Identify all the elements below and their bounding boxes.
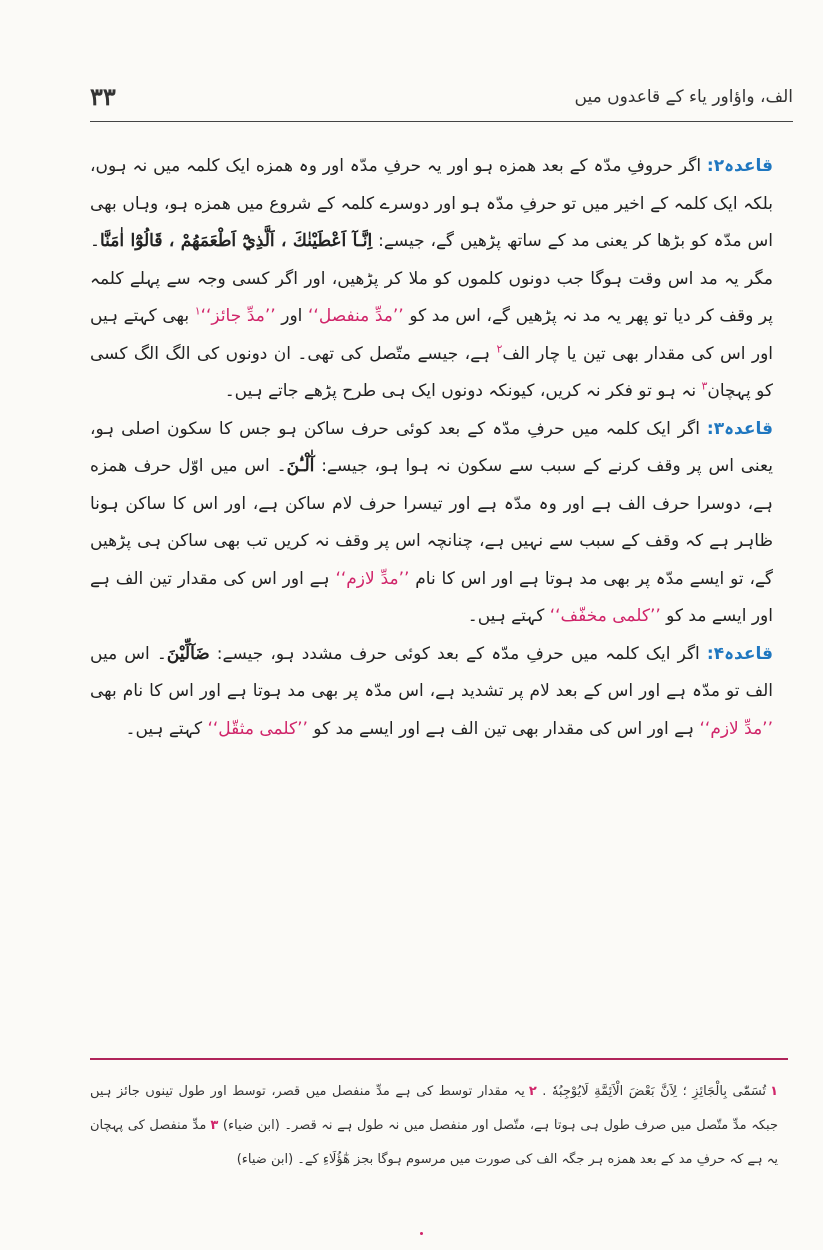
header-divider: [90, 121, 793, 122]
term-name: ’’کلمی مخفّف‘‘: [549, 606, 661, 626]
footnotes: [90, 1075, 778, 1215]
rule-paragraph: [90, 148, 773, 411]
rule-text: اگر ایک کلمہ میں حرفِ مدّہ کے بعد کوئی حرف مشدد ہو، جیسے:: [209, 643, 707, 664]
footnote-mark: ۱: [770, 1084, 778, 1099]
term-name: ’’مدِّ منفصل‘‘: [308, 306, 404, 326]
main-text: [90, 148, 773, 1028]
page-number: ۳۳: [90, 82, 116, 111]
footnote-reference[interactable]: ۳: [701, 379, 708, 393]
arabic-example: ضَآلِّيْنَ: [166, 643, 210, 664]
rule-text: کہتے ہیں۔: [125, 718, 208, 739]
footnote-text: یہ مقدار توسط کی ہے مدِّ منفصل میں قصر، توسط اور طول تینوں جائز ہیں جبکہ مدِّ متّصل میں صرف طول ہی ہوتا ہے، متّصل اور منفصل میں نہ طول ہے نہ قصر۔ (ابن ضیاء): [90, 1084, 778, 1133]
rule-paragraph: [90, 411, 773, 636]
footnote-reference[interactable]: ۲: [496, 341, 503, 355]
page-header: [90, 82, 793, 122]
rule-text: ہے، جیسے متّصل کی تھی۔ ان دونوں کی الگ الگ کسی کو پہچان: [90, 343, 773, 401]
footnote-text: تُسَمّٰى بِالْجَائِزِ ؛ لِاَنَّ بَعْضَ الْاَئِمَّةِ لَايُوْجِبُهٗ .: [542, 1084, 767, 1099]
rule-text: ۔ اس میں اوّل حرف همزه ہے، دوسرا حرف الف ہے اور وہ مدّہ ہے اور تیسرا حرف لام ساکن ہے، اور اس کا ساکن ہونا ظاہر ہے کہ وقف کے سبب سے نہیں ہے، چنانچہ اس پر وقف نہ کریں تب بھی ساکن ہی پڑھیں گے، تو ایسے مدّہ پر بھی مد ہوتا ہے اور اس کا نام: [90, 456, 773, 589]
rule-paragraph: [90, 636, 773, 749]
footnote-divider: [90, 1058, 788, 1060]
arabic-example: آٰلْـٰٔنَ: [286, 456, 315, 476]
term-name: ’’کلمی مثقّل‘‘: [207, 718, 308, 739]
rule-text: ۔ اس میں الف تو مدّہ ہے اور اس کے بعد لام پر تشدید ہے، اس مدّہ پر بھی مد ہوتا ہے اور اس کا نام بھی: [90, 643, 773, 701]
rule-text: اگر ایک کلمہ میں حرفِ مدّہ کے بعد کوئی حرف ساکن ہو جس کا سکون اصلی ہو، یعنی اس پر وقف کرنے کے سبب سے سکون نہ ہوا ہو، جیسے:: [90, 418, 773, 476]
footnote-text: مدِّ منفصل کی پہچان یہ ہے کہ حرفِ مد کے بعد همزه ہر جگہ الف کی صورت میں مرسوم ہوگا بجز هٰٓؤُلَاءِ کے۔ (ابن ضیاء): [90, 1118, 778, 1167]
footnote-mark: ۳: [210, 1118, 219, 1133]
scan-mark: [420, 1232, 423, 1235]
running-title: الف، واؤاور یاء کے قاعدوں میں: [574, 87, 793, 107]
rule-text: بھی کہتے ہیں اور اس کی مقدار بھی تین یا چار الف: [90, 306, 773, 364]
rule-text: اگر حروفِ مدّہ کے بعد همزه ہو اور یہ حرفِ مدّہ اور وہ همزه ایک کلمہ میں نہ ہوں، بلکہ ایک کلمہ کے اخیر میں تو حرفِ مدّہ ہو اور دوسرے کلمہ کے شروع میں همزه ہو، وہاں بھی اس مدّہ کو بڑھا کر یعنی مد کے ساتھ پڑھیں گے، جیسے:: [90, 156, 773, 251]
footnote-reference[interactable]: ۱: [194, 304, 201, 318]
footnote: [542, 1084, 778, 1099]
rule-text: کہتے ہیں۔: [467, 606, 550, 626]
rule-label: قاعدہ۴:: [706, 643, 773, 664]
rule-text: ہے اور اس کی مقدار بھی تین الف ہے اور ایسے مد کو: [307, 718, 700, 739]
arabic-example: اِنَّـآ اَعْطَيْنٰكَ ، اَلَّذِيْٓ اَطْعَمَهُمْ ، قَالُوْٓا اٰمَنَّا: [99, 231, 373, 251]
rule-text: ہے اور اس کی مقدار تین الف ہے اور ایسے مد کو: [90, 568, 773, 626]
term-name: ’’مدِّ لازم‘‘: [335, 568, 410, 589]
term-name: ’’مدِّ جائز‘‘: [200, 306, 276, 326]
footnote-mark: ۲: [528, 1084, 537, 1099]
rule-label: قاعدہ۳:: [706, 418, 773, 439]
rule-text: اور: [275, 306, 309, 326]
term-name: ’’مدِّ لازم‘‘: [699, 718, 773, 739]
rule-text: نہ ہو تو فکر نہ کریں، کیونکہ دونوں ایک ہی طرح پڑھے جاتے ہیں۔: [224, 381, 702, 401]
rule-text: ۔ مگر یہ مد اس وقت ہوگا جب دونوں کلموں کو ملا کر پڑھیں، اور اگر کسی وجہ سے پہلے کلمہ پر وقف کر دیا تو پھر یہ مد نہ پڑھیں گے، اس مد کو: [90, 231, 773, 326]
rule-label: قاعدہ۲:: [706, 156, 773, 176]
